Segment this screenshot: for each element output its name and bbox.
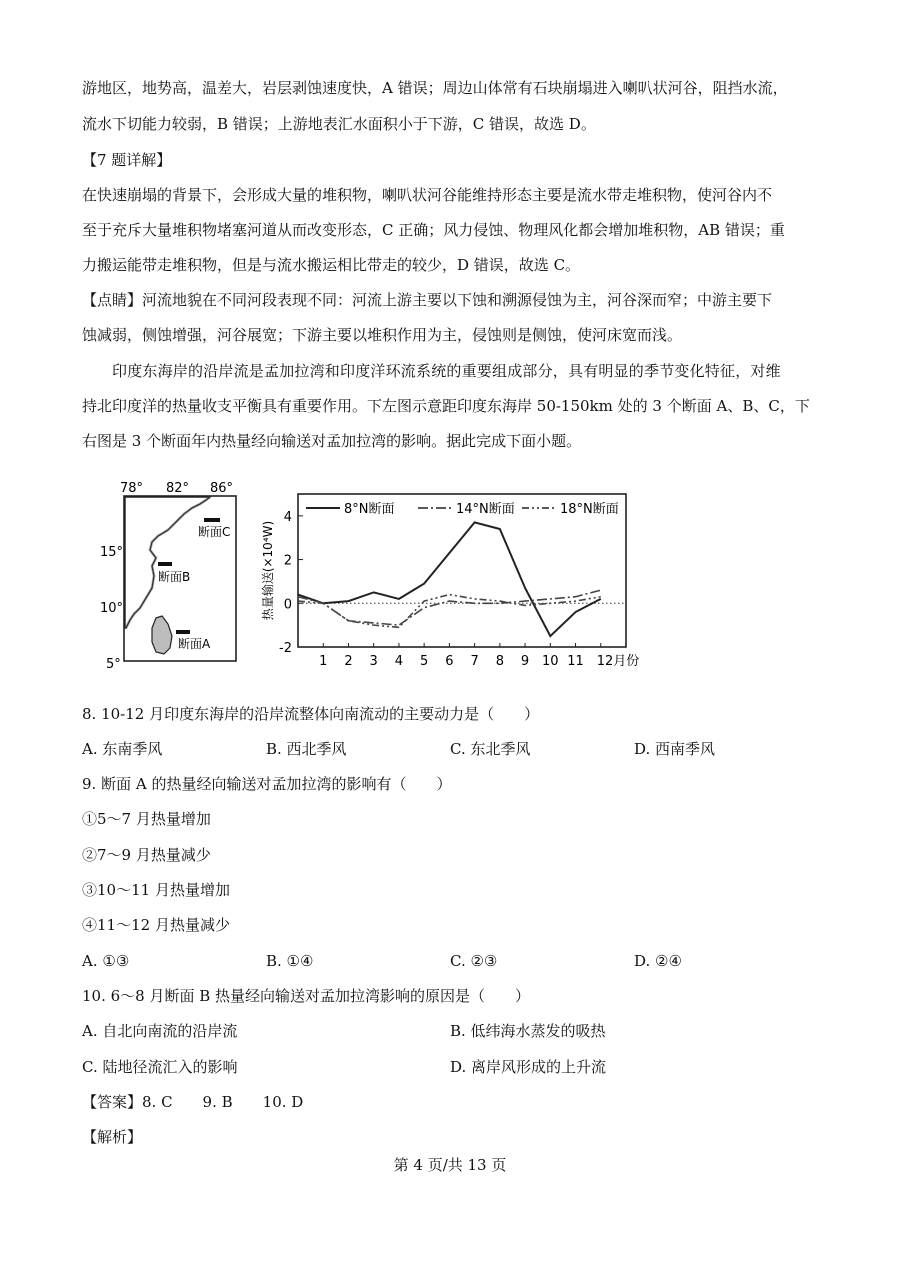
q9-option-c[interactable]: C. ②③ xyxy=(450,952,498,970)
section-a-bar xyxy=(176,630,190,634)
x-tick-label: 12月份 xyxy=(596,654,640,669)
map-lon-label: 86° xyxy=(210,481,234,496)
q8-option-c[interactable]: C. 东北季风 xyxy=(450,740,531,758)
x-tick-label: 6 xyxy=(445,654,454,669)
y-tick-label: 2 xyxy=(283,553,292,569)
q9-option-b[interactable]: B. ①④ xyxy=(266,952,314,970)
q10-option-b[interactable]: B. 低纬海水蒸发的吸热 xyxy=(450,1022,606,1040)
intro-line: 印度东海岸的沿岸流是孟加拉湾和印度洋环流系统的重要组成部分，具有明显的季节变化特征，对维 xyxy=(112,362,781,380)
text-line: 至于充斥大量堆积物堵塞河道从而改变形态，C 正确；风力侵蚀、物理风化都会增加堆积物，AB 错误；重 xyxy=(82,221,785,239)
x-tick-label: 4 xyxy=(394,654,404,669)
text-line: 在快速崩塌的背景下，会形成大量的堆积物，喇叭状河谷能维持形态主要是流水带走堆积物，使河谷内不 xyxy=(82,186,773,204)
q9-statement: ①5～7 月热量增加 xyxy=(82,810,211,828)
heat-transport-chart xyxy=(260,482,660,672)
x-tick-label: 3 xyxy=(369,654,378,669)
q9-statement: ③10～11 月热量增加 xyxy=(82,881,230,899)
text-line: 流水下切能力较弱，B 错误；上游地表汇水面积小于下游，C 错误，故选 D。 xyxy=(82,115,596,133)
map-lat-label: 5° xyxy=(106,657,121,672)
question-8-stem: 8. 10-12 月印度东海岸的沿岸流整体向南流动的主要动力是（ ） xyxy=(82,705,540,723)
answer-line: 【答案】8. C 9. B 10. D xyxy=(82,1093,304,1111)
series-line-1 xyxy=(298,522,601,636)
text-line: 游地区，地势高，温差大，岩层剥蚀速度快，A 错误；周边山体常有石块崩塌进入喇叭状河谷，阻挡水流， xyxy=(82,79,788,97)
q8-option-b[interactable]: B. 西北季风 xyxy=(266,740,347,758)
y-tick-label: -2 xyxy=(279,641,292,656)
section-a-label: 断面A xyxy=(178,637,211,651)
intro-line: 持北印度洋的热量收支平衡具有重要作用。下左图示意距印度东海岸 50-150km 处的 3 个断面 A、B、C，下 xyxy=(82,397,810,415)
x-tick-label: 9 xyxy=(520,654,530,669)
x-tick-label: 5 xyxy=(420,654,429,669)
map-lat-label: 10° xyxy=(100,601,124,616)
q8-option-d[interactable]: D. 西南季风 xyxy=(634,740,716,758)
q10-option-c[interactable]: C. 陆地径流汇入的影响 xyxy=(82,1058,238,1076)
section-b-bar xyxy=(158,562,172,566)
intro-line: 右图是 3 个断面年内热量经向输送对孟加拉湾的影响。据此完成下面小题。 xyxy=(82,432,582,450)
legend-label-2: 14°N断面 xyxy=(456,502,515,517)
page-footer: 第 4 页/共 13 页 xyxy=(393,1156,507,1174)
series-line-3 xyxy=(298,595,601,628)
x-tick-label: 10 xyxy=(542,654,559,669)
x-tick-label: 8 xyxy=(495,654,504,669)
y-tick-label: 4 xyxy=(283,509,292,525)
section-heading: 【7 题详解】 xyxy=(82,151,172,169)
q9-option-a[interactable]: A. ①③ xyxy=(82,952,130,970)
q9-option-d[interactable]: D. ②④ xyxy=(634,952,682,970)
map-lon-label: 82° xyxy=(166,481,190,496)
tip-line: 【点睛】河流地貌在不同河段表现不同：河流上游主要以下蚀和溯源侵蚀为主，河谷深而窄；中游主要下 xyxy=(82,291,773,309)
tip-line: 蚀减弱，侧蚀增强，河谷展宽；下游主要以堆积作用为主，侵蚀则是侧蚀，使河床宽而浅。 xyxy=(82,326,683,344)
sri-lanka xyxy=(152,616,172,654)
map-lon-label: 78° xyxy=(120,481,144,496)
q9-statement: ④11～12 月热量减少 xyxy=(82,916,230,934)
q10-option-a[interactable]: A. 自北向南流的沿岸流 xyxy=(82,1022,238,1040)
question-10-stem: 10. 6～8 月断面 B 热量经向输送对孟加拉湾影响的原因是（ ） xyxy=(82,987,531,1005)
x-tick-label: 11 xyxy=(567,654,584,669)
y-axis-label: 热量输送(×10⁴W) xyxy=(261,520,275,621)
q8-option-a[interactable]: A. 东南季风 xyxy=(82,740,163,758)
coast-map xyxy=(100,478,242,672)
x-tick-label: 7 xyxy=(470,654,479,669)
legend-label-3: 18°N断面 xyxy=(560,502,619,517)
section-c-bar xyxy=(204,518,220,522)
map-lat-label: 15° xyxy=(100,545,124,560)
question-9-stem: 9. 断面 A 的热量经向输送对孟加拉湾的影响有（ ） xyxy=(82,775,452,793)
analysis-heading: 【解析】 xyxy=(82,1128,143,1146)
q10-option-d[interactable]: D. 离岸风形成的上升流 xyxy=(450,1058,607,1076)
section-b-label: 断面B xyxy=(158,570,191,584)
q9-statement: ②7～9 月热量减少 xyxy=(82,846,211,864)
legend-label-1: 8°N断面 xyxy=(344,502,395,517)
y-tick-label: 0 xyxy=(283,597,292,613)
text-line: 力搬运能带走堆积物，但是与流水搬运相比带走的较少，D 错误，故选 C。 xyxy=(82,256,581,274)
section-c-label: 断面C xyxy=(198,525,231,539)
series-line-2 xyxy=(298,590,601,625)
x-tick-label: 1 xyxy=(319,654,328,669)
x-tick-label: 2 xyxy=(344,654,353,669)
